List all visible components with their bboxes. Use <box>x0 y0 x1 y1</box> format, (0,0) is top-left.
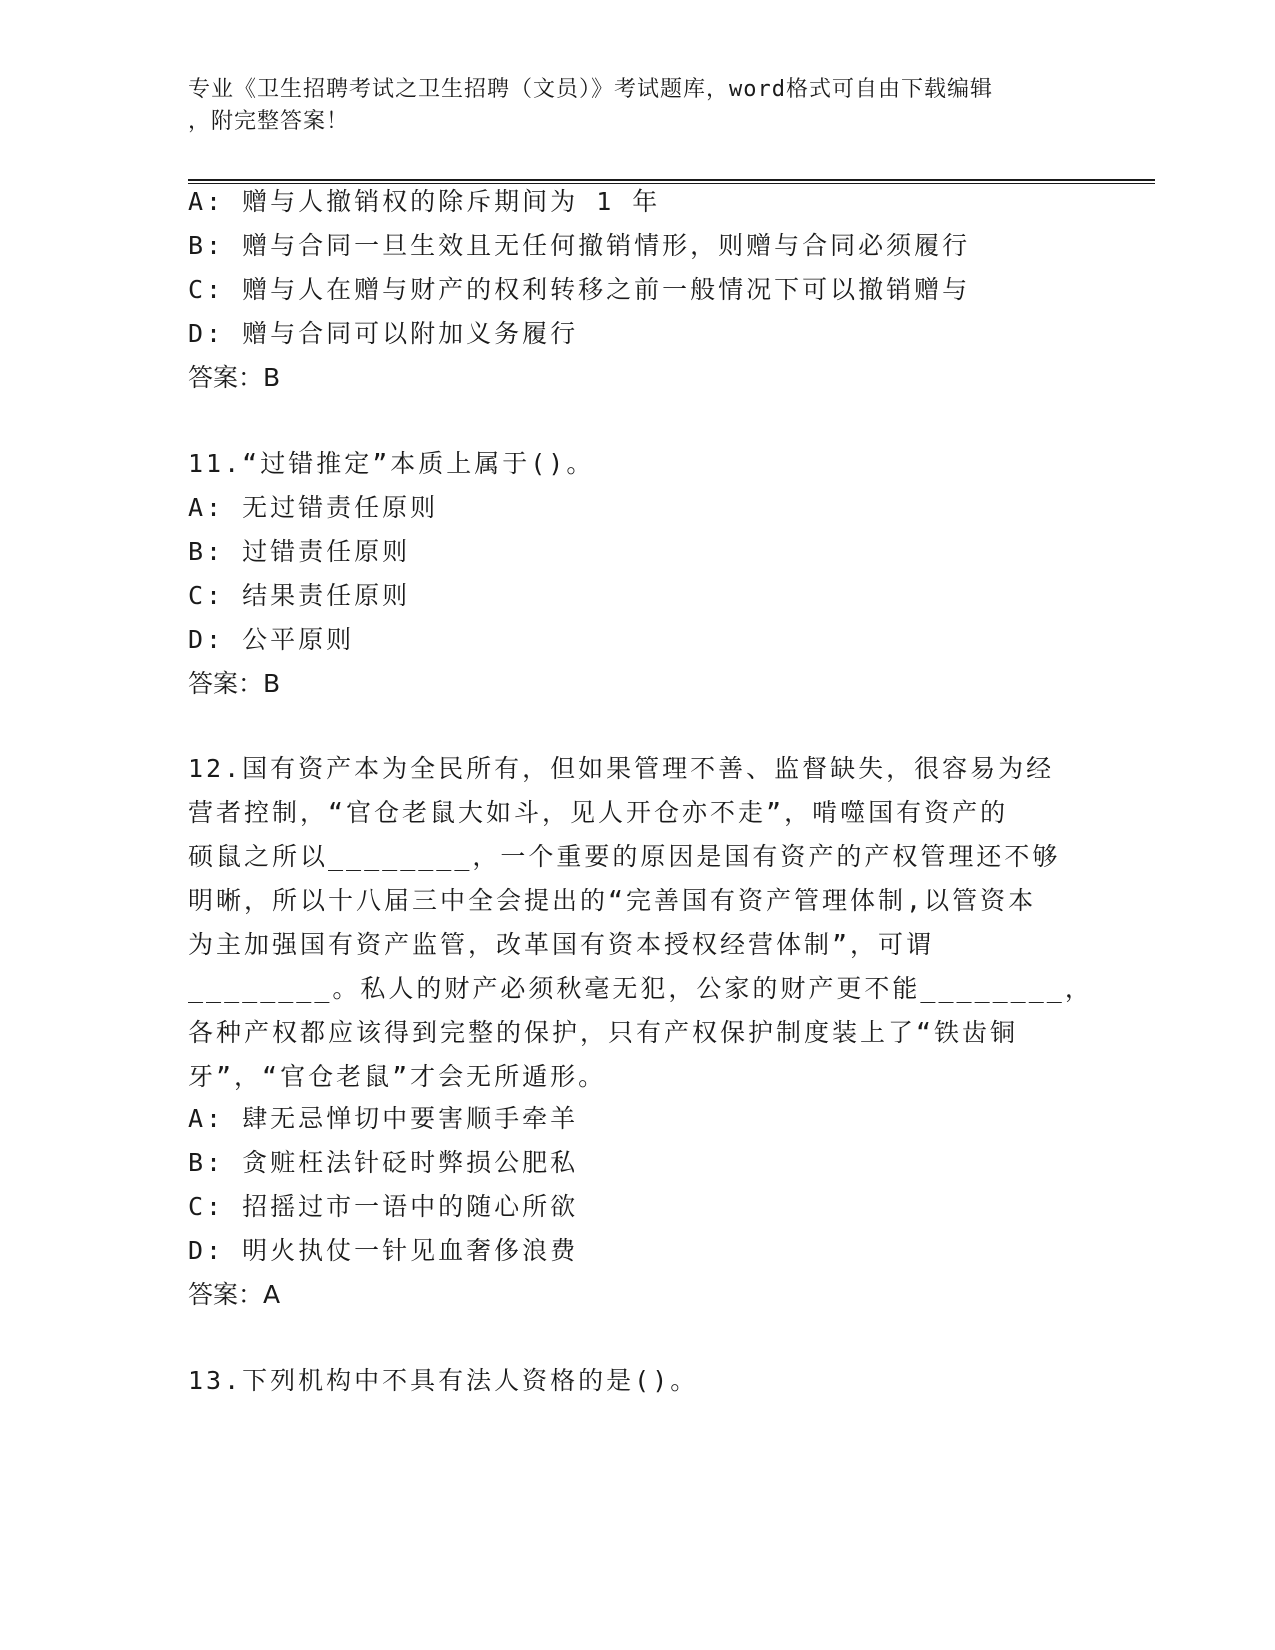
q10-option-a: A: 赠与人撤销权的除斥期间为 1 年 <box>188 187 661 216</box>
q13-question: 13.下列机构中不具有法人资格的是()。 <box>188 1366 699 1395</box>
q10-option-b: B: 赠与合同一旦生效且无任何撤销情形，则赠与合同必须履行 <box>188 231 971 260</box>
q11-question: 11.“过错推定”本质上属于()。 <box>188 449 595 478</box>
q12-question-line-6: ________。私人的财产必须秋毫无犯，公家的财产更不能________， <box>188 974 1093 1003</box>
q12-option-d: D: 明火执仗一针见血奢侈浪费 <box>188 1236 579 1265</box>
q11-answer: 答案：B <box>188 669 281 698</box>
q12-question-line-8: 牙”，“官仓老鼠”才会无所遁形。 <box>188 1062 607 1091</box>
header-divider-thick <box>188 179 1155 181</box>
q11-option-c: C: 结果责任原则 <box>188 581 411 610</box>
q12-option-c: C: 招摇过市一语中的随心所欲 <box>188 1192 579 1221</box>
q12-question-line-5: 为主加强国有资产监管，改革国有资本授权经营体制”，可谓 <box>188 930 935 959</box>
header-line-1: 专业《卫生招聘考试之卫生招聘（文员）》考试题库，word格式可自由下载编辑 <box>188 77 993 102</box>
q12-question-line-7: 各种产权都应该得到完整的保护，只有产权保护制度装上了“铁齿铜 <box>188 1018 1019 1047</box>
q12-option-a: A: 肆无忌惮切中要害顺手牵羊 <box>188 1104 579 1133</box>
q12-question-line-4: 明晰，所以十八届三中全会提出的“完善国有资产管理体制,以管资本 <box>188 886 1037 915</box>
document-header <box>188 74 1088 138</box>
q12-option-b: B: 贪赃枉法针砭时弊损公肥私 <box>188 1148 579 1177</box>
q12-question-line-3: 硕鼠之所以________，一个重要的原因是国有资产的产权管理还不够 <box>188 842 1061 871</box>
q10-option-c: C: 赠与人在赠与财产的权利转移之前一般情况下可以撤销赠与 <box>188 275 971 304</box>
q11-option-d: D: 公平原则 <box>188 625 355 654</box>
q12-question-line-1: 12.国有资产本为全民所有，但如果管理不善、监督缺失，很容易为经 <box>188 754 1055 783</box>
header-divider-thin <box>188 183 1155 184</box>
header-line-2: ，附完整答案！ <box>188 109 350 134</box>
q10-option-d: D: 赠与合同可以附加义务履行 <box>188 319 579 348</box>
q12-answer: 答案：A <box>188 1280 281 1309</box>
q12-question-line-2: 营者控制，“官仓老鼠大如斗，见人开仓亦不走”，啃噬国有资产的 <box>188 798 1009 827</box>
q11-option-a: A: 无过错责任原则 <box>188 493 439 522</box>
q10-answer: 答案：B <box>188 363 281 392</box>
q11-option-b: B: 过错责任原则 <box>188 537 411 566</box>
